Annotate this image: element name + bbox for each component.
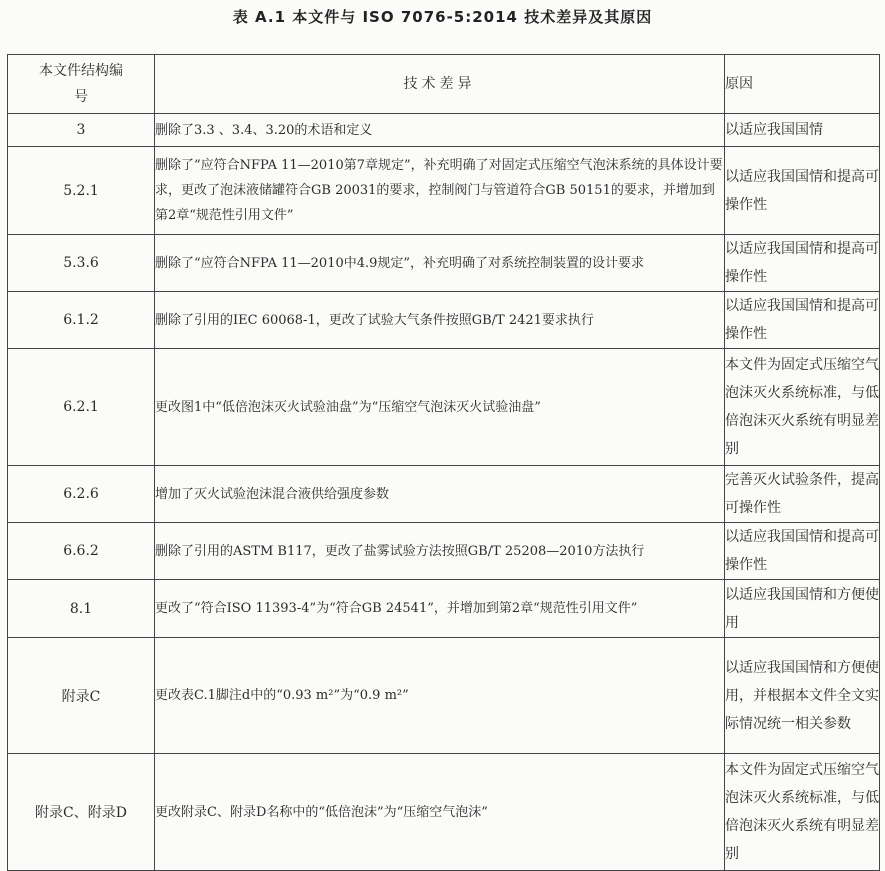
table-row — [8, 292, 880, 349]
structure-number-cell: 3 — [8, 114, 155, 147]
structure-number-cell: 6.2.6 — [8, 466, 155, 523]
technical-difference-table — [7, 54, 880, 871]
table-title: 表 A.1 本文件与 ISO 7076-5:2014 技术差异及其原因 — [232, 8, 653, 26]
structure-number-cell: 8.1 — [8, 580, 155, 638]
header-technical-difference: 技术差异 — [155, 55, 725, 114]
difference-cell: 删除了“应符合NFPA 11—2010中4.9规定”，补充明确了对系统控制装置的设计要求 — [155, 235, 725, 292]
table-row — [8, 235, 880, 292]
difference-cell: 增加了灭火试验泡沫混合液供给强度参数 — [155, 466, 725, 523]
difference-cell: 更改表C.1脚注d中的“0.93 m²”为“0.9 m²” — [155, 638, 725, 754]
reason-cell: 以适应我国国情和提高可操作性 — [725, 292, 880, 349]
structure-number-cell: 附录C — [8, 638, 155, 754]
table-row — [8, 523, 880, 580]
reason-cell: 以适应我国国情和提高可操作性 — [725, 147, 880, 235]
table-row — [8, 466, 880, 523]
difference-cell: 删除了“应符合NFPA 11—2010第7章规定”，补充明确了对固定式压缩空气泡沫系统的具体设计要求，更改了泡沫液储罐符合GB 20031的要求，控制阀门与管道符合GB 50151的要求，并增加到第2章“规范性引用文件” — [155, 147, 725, 235]
table-row — [8, 114, 880, 147]
structure-number-cell: 6.2.1 — [8, 349, 155, 466]
difference-cell: 更改图1中“低倍泡沫灭火试验油盘”为“压缩空气泡沫灭火试验油盘” — [155, 349, 725, 466]
difference-cell: 更改附录C、附录D名称中的“低倍泡沫”为“压缩空气泡沫” — [155, 754, 725, 871]
header-structure-number: 本文件结构编号 — [8, 55, 155, 114]
structure-number-cell: 6.1.2 — [8, 292, 155, 349]
reason-cell: 本文件为固定式压缩空气泡沫灭火系统标准，与低倍泡沫灭火系统有明显差别 — [725, 349, 880, 466]
table-row — [8, 754, 880, 871]
reason-cell: 本文件为固定式压缩空气泡沫灭火系统标准，与低倍泡沫灭火系统有明显差别 — [725, 754, 880, 871]
structure-number-cell: 5.3.6 — [8, 235, 155, 292]
reason-cell: 以适应我国国情和方便使用 — [725, 580, 880, 638]
difference-cell: 删除了3.3 、3.4、3.20的术语和定义 — [155, 114, 725, 147]
table-row — [8, 638, 880, 754]
structure-number-cell: 6.6.2 — [8, 523, 155, 580]
reason-cell: 以适应我国国情和提高可操作性 — [725, 523, 880, 580]
reason-cell: 以适应我国国情和提高可操作性 — [725, 235, 880, 292]
difference-cell: 更改了“符合ISO 11393-4”为“符合GB 24541”，并增加到第2章“规范性引用文件” — [155, 580, 725, 638]
reason-cell: 完善灭火试验条件，提高可操作性 — [725, 466, 880, 523]
table-row — [8, 580, 880, 638]
difference-cell: 删除了引用的IEC 60068-1，更改了试验大气条件按照GB/T 2421要求执行 — [155, 292, 725, 349]
reason-cell: 以适应我国国情 — [725, 114, 880, 147]
reason-cell: 以适应我国国情和方便使用，并根据本文件全文实际情况统一相关参数 — [725, 638, 880, 754]
structure-number-cell: 附录C、附录D — [8, 754, 155, 871]
header-reason: 原因 — [725, 55, 880, 114]
difference-cell: 删除了引用的ASTM B117，更改了盐雾试验方法按照GB/T 25208—2010方法执行 — [155, 523, 725, 580]
structure-number-cell: 5.2.1 — [8, 147, 155, 235]
table-row — [8, 147, 880, 235]
header-row — [8, 55, 880, 114]
table-row — [8, 349, 880, 466]
